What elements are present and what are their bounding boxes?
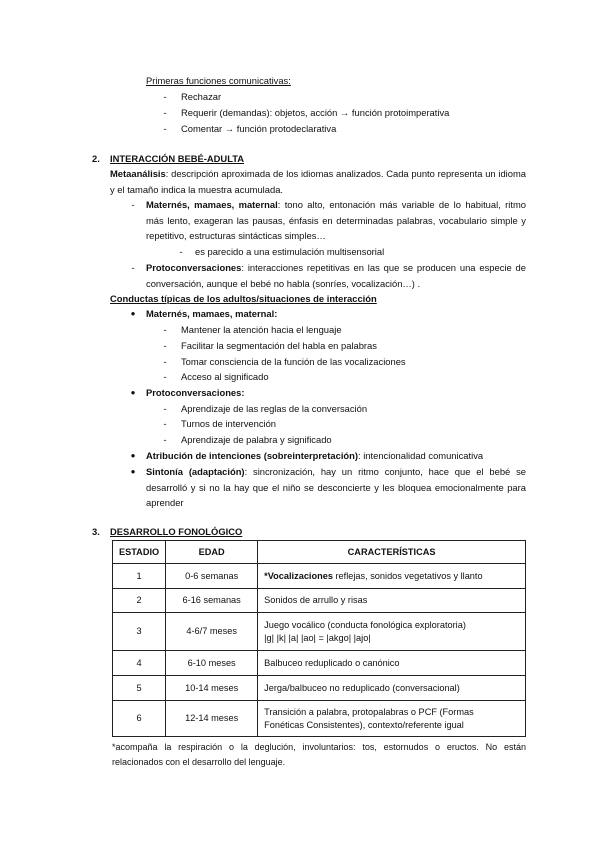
meta-analysis-text: : descripción aproximada de los idiomas analizados. Cada punto representa un idioma y el tamaño indica la muestra acumulada. [110, 168, 526, 195]
stage-cell: 1 [113, 564, 166, 589]
table-row [113, 676, 526, 701]
table-row [113, 613, 526, 651]
header-stage: ESTADIO [113, 541, 166, 564]
stage-cell: 6 [113, 701, 166, 737]
first-function-item: Requerir (demandas): objetos, acción → función protoimperativa [181, 107, 450, 118]
conducts-heading: Conductas típicas de los adultos/situaciones de interacción [110, 293, 377, 304]
table-header-row [113, 541, 526, 564]
characteristics-text: reflejas, sonidos vegetativos y llanto [332, 570, 483, 581]
characteristics-cell: Balbuceo reduplicado o canónico [258, 651, 526, 676]
bullet-marker: ● [130, 309, 136, 318]
conduct-item: Mantener la atención hacia el lenguaje [181, 324, 342, 335]
materness-point [146, 197, 526, 244]
conduct-item: Aprendizaje de las reglas de la conversación [181, 403, 368, 414]
age-cell: 0-6 semanas [166, 564, 258, 589]
table-row [113, 564, 526, 589]
vocalizations-bold: *Vocalizaciones [264, 570, 333, 581]
characteristics-line: Juego vocálico (conducta fonológica exploratoria) [264, 619, 466, 630]
characteristics-line: |g| |k| |a| |ao| = |akgo| |ajo| [264, 632, 371, 643]
first-function-item: Rechazar [181, 91, 222, 102]
dash-marker: - [163, 91, 167, 102]
dash-marker: - [163, 356, 167, 367]
age-cell: 4-6/7 meses [166, 613, 258, 651]
table-row [113, 589, 526, 613]
dash-marker: - [163, 123, 167, 134]
dash-marker: - [131, 199, 135, 210]
section-2-number: 2. [92, 153, 100, 164]
meta-analysis-paragraph [110, 166, 526, 197]
materness-text: : tono alto, entonación más variable de lo habitual, ritmo más lento, exageran las pausas, énfasis en determinadas palabras, vocabulario simple y repetitivo, estructuras sintácticas simples… [146, 199, 526, 242]
tuning-label: Sintonía (adaptación) [146, 466, 245, 477]
dash-marker: - [179, 246, 183, 257]
characteristics-cell [258, 613, 526, 651]
conduct-tuning [146, 464, 526, 511]
dash-marker: - [163, 403, 167, 414]
conduct-attribution [146, 448, 483, 464]
characteristics-cell [258, 564, 526, 589]
conduct-item: Facilitar la segmentación del habla en palabras [181, 340, 377, 351]
bullet-marker: ● [130, 467, 136, 476]
bullet-marker: ● [130, 451, 136, 460]
age-cell: 6-10 meses [166, 651, 258, 676]
protoconversation-point [146, 260, 526, 291]
section-2-title: INTERACCIÓN BEBÉ-ADULTA [110, 153, 245, 164]
age-cell: 6-16 semanas [166, 589, 258, 613]
dash-marker: - [163, 340, 167, 351]
meta-analysis-label: Metaanálisis [110, 168, 166, 179]
protoconversation-label: Protoconversaciones [146, 262, 242, 273]
dash-marker: - [163, 107, 167, 118]
conduct-item: Aprendizaje de palabra y significado [181, 434, 332, 445]
characteristics-cell: Sonidos de arrullo y risas [258, 589, 526, 613]
dash-marker: - [163, 434, 167, 445]
first-function-item: Comentar → función protodeclarativa [181, 123, 337, 134]
dash-marker: - [131, 262, 135, 273]
section-3-number: 3. [92, 526, 100, 537]
phonological-table [112, 540, 526, 737]
bullet-marker: ● [130, 388, 136, 397]
characteristics-line: Fonéticas Consistentes), contexto/referente igual [264, 719, 464, 730]
age-cell: 10-14 meses [166, 676, 258, 701]
table-row [113, 651, 526, 676]
dash-marker: - [163, 371, 167, 382]
stage-cell: 2 [113, 589, 166, 613]
conduct-item: Acceso al significado [181, 371, 269, 382]
conduct-item: Turnos de intervención [181, 418, 277, 429]
stage-cell: 3 [113, 613, 166, 651]
header-age: EDAD [166, 541, 258, 564]
characteristics-line: Transición a palabra, protopalabras o PCF (Formas [264, 706, 474, 717]
first-functions-heading: Primeras funciones comunicativas: [146, 75, 291, 86]
attribution-label: Atribución de intenciones (sobreinterpretación) [146, 450, 359, 461]
table-footnote: *acompaña la respiración o la deglución, involuntarios: tos, estornudos o eructos. No están relacionados con el desarrollo del lenguaje. [112, 742, 526, 767]
attribution-text: : intencionalidad comunicativa [358, 450, 484, 461]
characteristics-cell: Jerga/balbuceo no reduplicado (conversacional) [258, 676, 526, 701]
characteristics-cell [258, 701, 526, 737]
tuning-text: : sincronización, hay un ritmo conjunto, hace que el bebé se desarrolló y si no la hay que el niño se desconcierte y les bloquea emocionalmente para aprender [146, 466, 526, 509]
dash-marker: - [163, 418, 167, 429]
stage-cell: 4 [113, 651, 166, 676]
conduct-protoconversation-label: Protoconversaciones: [146, 387, 245, 398]
stage-cell: 5 [113, 676, 166, 701]
age-cell: 12-14 meses [166, 701, 258, 737]
dash-marker: - [163, 324, 167, 335]
table-row [113, 701, 526, 737]
conduct-item: Tomar consciencia de la función de las vocalizaciones [181, 356, 406, 367]
conduct-materness-label: Maternés, mamaes, maternal: [146, 308, 278, 319]
protoconversation-text: : interacciones repetitivas en las que se producen una especie de conversación, aunque el bebé no habla (sonríes, vocalización…) . [146, 262, 526, 289]
section-3-title: DESARROLLO FONOLÓGICO [110, 526, 243, 537]
materness-subpoint: es parecido a una estimulación multisensorial [195, 246, 385, 257]
materness-label: Maternés, mamaes, maternal [146, 199, 278, 210]
header-characteristics: CARACTERÍSTICAS [258, 541, 526, 564]
